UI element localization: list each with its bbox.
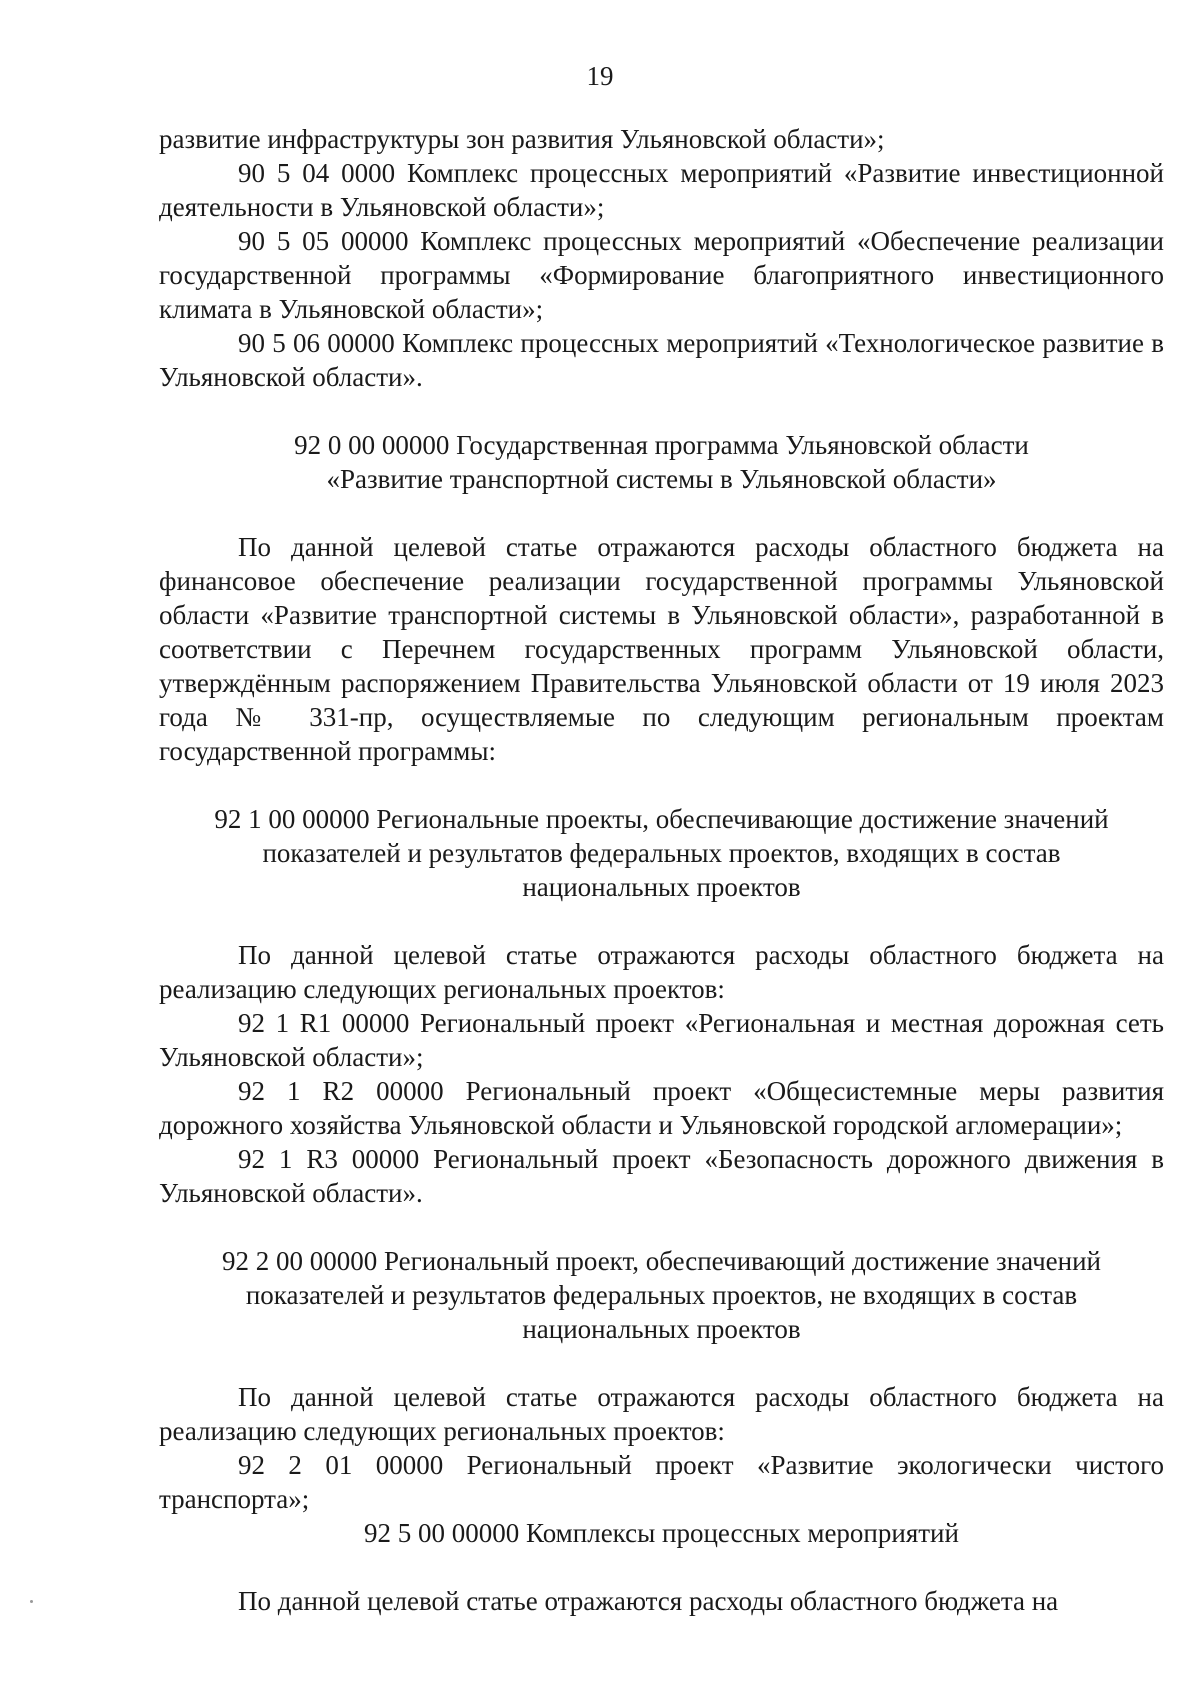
- spacer: [159, 1210, 1164, 1244]
- heading-line: показателей и результатов федеральных проектов, входящих в состав: [262, 838, 1061, 868]
- spacer: [159, 394, 1164, 428]
- section-heading-92-0: [159, 428, 1164, 496]
- paragraph-92-2-01: 92 2 01 00000 Региональный проект «Развитие экологически чистого транспорта»;: [159, 1450, 1164, 1514]
- heading-line: 92 0 00 00000 Государственная программа Ульяновской области: [294, 430, 1029, 460]
- paragraph-92-2-intro: По данной целевой статье отражаются расходы областного бюджета на реализацию следующих региональных проектов:: [159, 1382, 1164, 1446]
- spacer: [159, 1550, 1164, 1584]
- paragraph-program-description: По данной целевой статье отражаются расходы областного бюджета на финансовое обеспечение реализации государственной программы Ульяновской области «Развитие транспортной системы в Ульяновской области», разработанной в соответствии с Перечнем государственных программ Ульяновской области, утверждённым распоряжением Правительства Ульяновской области от 19 июля 2023 года № 331-пр, осуществляемые по следующим региональным проектам государственной программы:: [159, 532, 1164, 766]
- document-body: [159, 122, 1164, 1618]
- scan-dot: [30, 1600, 33, 1603]
- section-heading-92-1: [159, 802, 1164, 904]
- paragraph-90-5-04: 90 5 04 0000 Комплекс процессных мероприятий «Развитие инвестиционной деятельности в Ульяновской области»;: [159, 158, 1164, 222]
- heading-line: 92 2 00 00000 Региональный проект, обеспечивающий достижение значений: [222, 1246, 1101, 1276]
- paragraph-92-1-R3: 92 1 R3 00000 Региональный проект «Безопасность дорожного движения в Ульяновской области».: [159, 1144, 1164, 1208]
- spacer: [159, 768, 1164, 802]
- spacer: [159, 1346, 1164, 1380]
- paragraph-92-5-intro: По данной целевой статье отражаются расходы областного бюджета на: [238, 1586, 1059, 1616]
- section-heading-92-5: 92 5 00 00000 Комплексы процессных мероприятий: [364, 1518, 959, 1548]
- spacer: [159, 904, 1164, 938]
- page-number: 19: [586, 61, 614, 91]
- paragraph-90-5-05: 90 5 05 00000 Комплекс процессных мероприятий «Обеспечение реализации государственной программы «Формирование благоприятного инвестиционного климата в Ульяновской области»;: [159, 226, 1164, 324]
- paragraph-90-5-06: 90 5 06 00000 Комплекс процессных мероприятий «Технологическое развитие в Ульяновской области».: [159, 328, 1164, 392]
- heading-line: национальных проектов: [522, 872, 801, 902]
- paragraph-92-1-R2: 92 1 R2 00000 Региональный проект «Общесистемные меры развития дорожного хозяйства Ульяновской области и Ульяновской городской агломерации»;: [159, 1076, 1164, 1140]
- paragraph-continuation: развитие инфраструктуры зон развития Ульяновской области»;: [159, 124, 885, 154]
- paragraph-92-1-intro: По данной целевой статье отражаются расходы областного бюджета на реализацию следующих региональных проектов:: [159, 940, 1164, 1004]
- spacer: [159, 496, 1164, 530]
- paragraph-92-1-R1: 92 1 R1 00000 Региональный проект «Региональная и местная дорожная сеть Ульяновской области»;: [159, 1008, 1164, 1072]
- heading-line: «Развитие транспортной системы в Ульяновской области»: [326, 464, 997, 494]
- heading-line: показателей и результатов федеральных проектов, не входящих в состав: [245, 1280, 1078, 1310]
- heading-line: 92 1 00 00000 Региональные проекты, обеспечивающие достижение значений: [214, 804, 1109, 834]
- section-heading-92-2: [159, 1244, 1164, 1346]
- heading-line: национальных проектов: [522, 1314, 801, 1344]
